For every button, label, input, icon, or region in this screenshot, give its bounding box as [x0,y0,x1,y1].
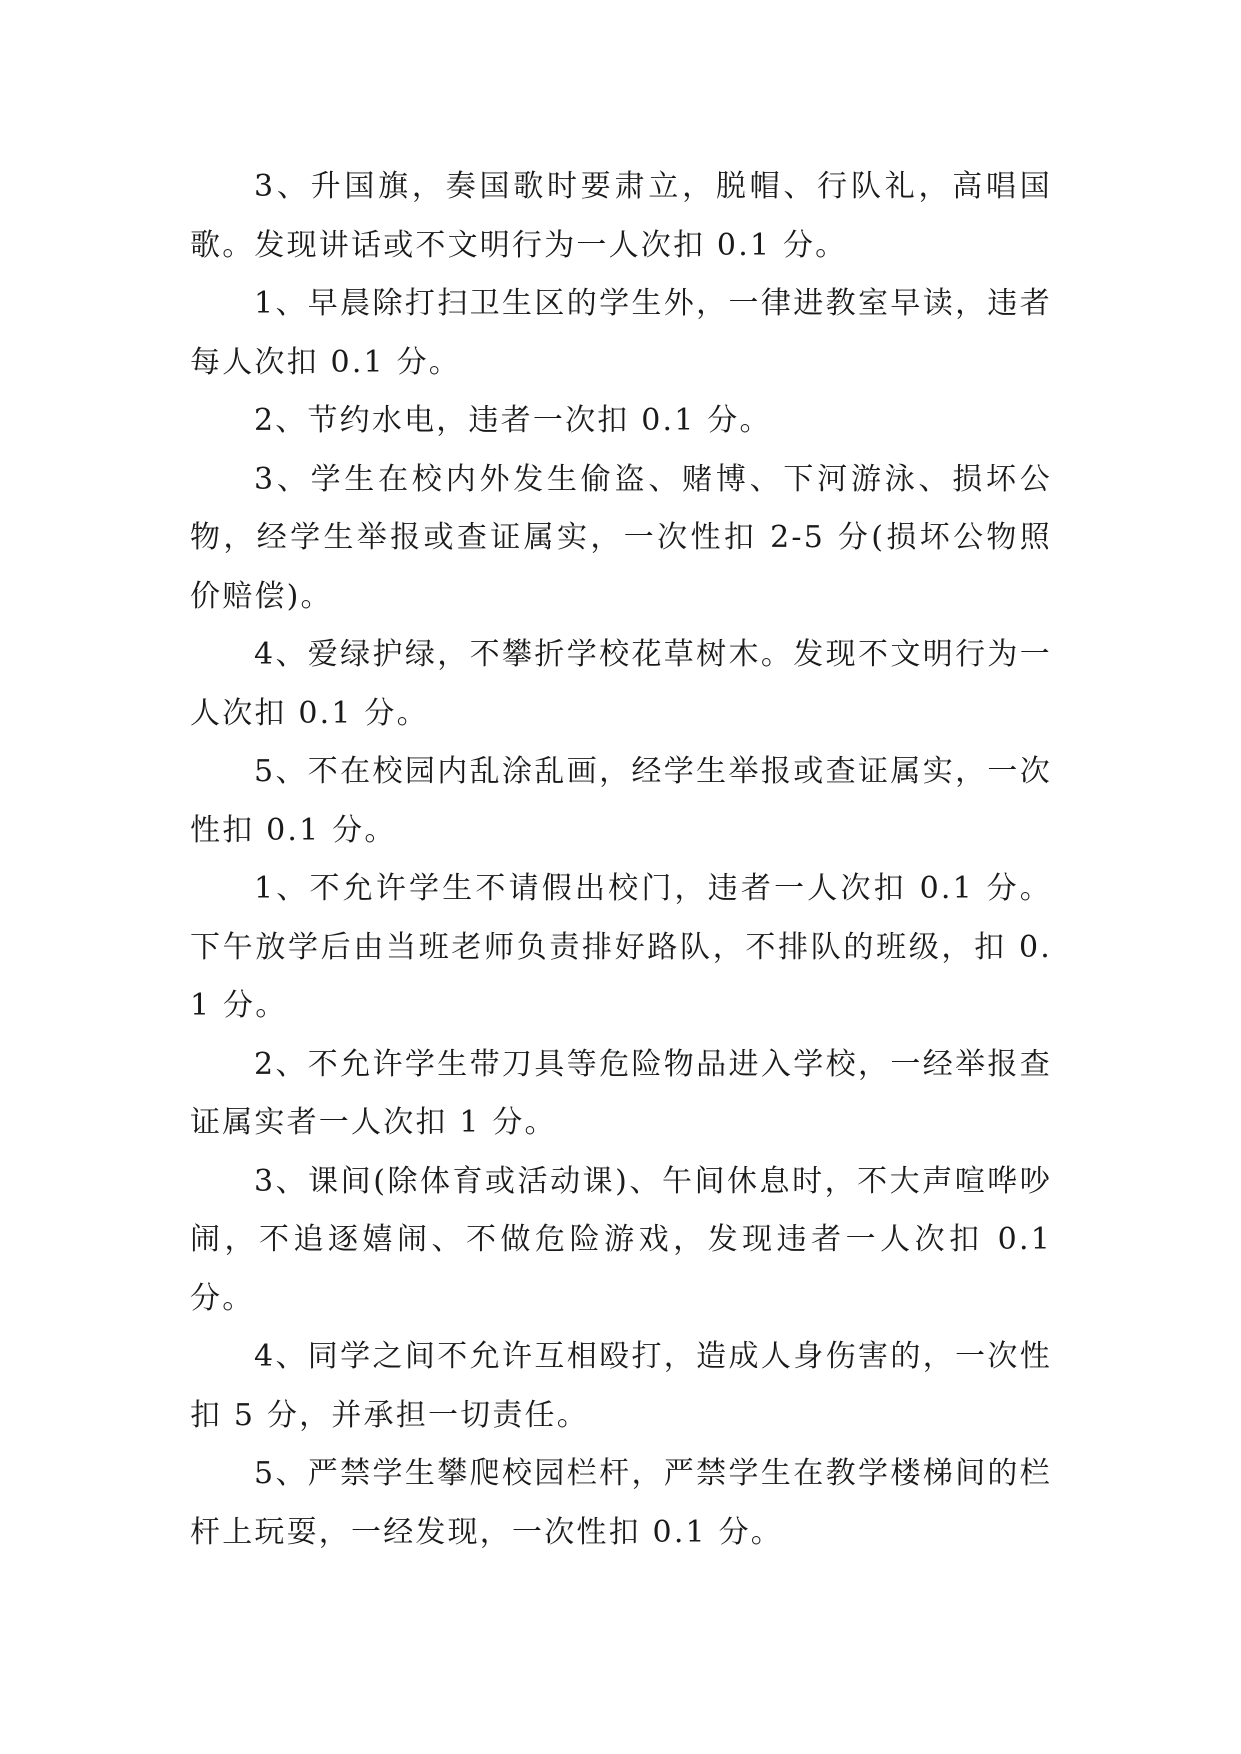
paragraph: 5、严禁学生攀爬校园栏杆，严禁学生在教学楼梯间的栏杆上玩耍，一经发现，一次性扣 0.1 分。 [190,1456,1052,1550]
paragraph: 1、早晨除打扫卫生区的学生外，一律进教室早读，违者每人次扣 0.1 分。 [190,286,1052,380]
paragraph: 4、同学之间不允许互相殴打，造成人身伤害的，一次性扣 5 分，并承担一切责任。 [190,1339,1052,1433]
paragraph: 3、升国旗，奏国歌时要肃立，脱帽、行队礼，高唱国歌。发现讲话或不文明行为一人次扣 0.1 分。 [190,169,1052,263]
paragraph: 2、不允许学生带刀具等危险物品进入学校，一经举报查证属实者一人次扣 1 分。 [190,1046,1052,1140]
paragraph: 5、不在校园内乱涂乱画，经学生举报或查证属实，一次性扣 0.1 分。 [190,754,1052,848]
paragraph: 4、爱绿护绿，不攀折学校花草树木。发现不文明行为一人次扣 0.1 分。 [190,637,1052,731]
paragraph: 1、不允许学生不请假出校门，违者一人次扣 0.1 分。下午放学后由当班老师负责排好路队，不排队的班级，扣 0.1 分。 [190,871,1052,1023]
paragraph: 3、学生在校内外发生偷盗、赌博、下河游泳、损坏公物，经学生举报或查证属实，一次性扣 2-5 分(损坏公物照价赔偿)。 [190,461,1052,614]
paragraph: 3、课间(除体育或活动课)、午间休息时，不大声喧哗吵闹，不追逐嬉闹、不做危险游戏，发现违者一人次扣 0.1 分。 [190,1163,1052,1316]
paragraph: 2、节约水电，违者一次扣 0.1 分。 [254,403,772,438]
document-body [190,158,1052,1562]
